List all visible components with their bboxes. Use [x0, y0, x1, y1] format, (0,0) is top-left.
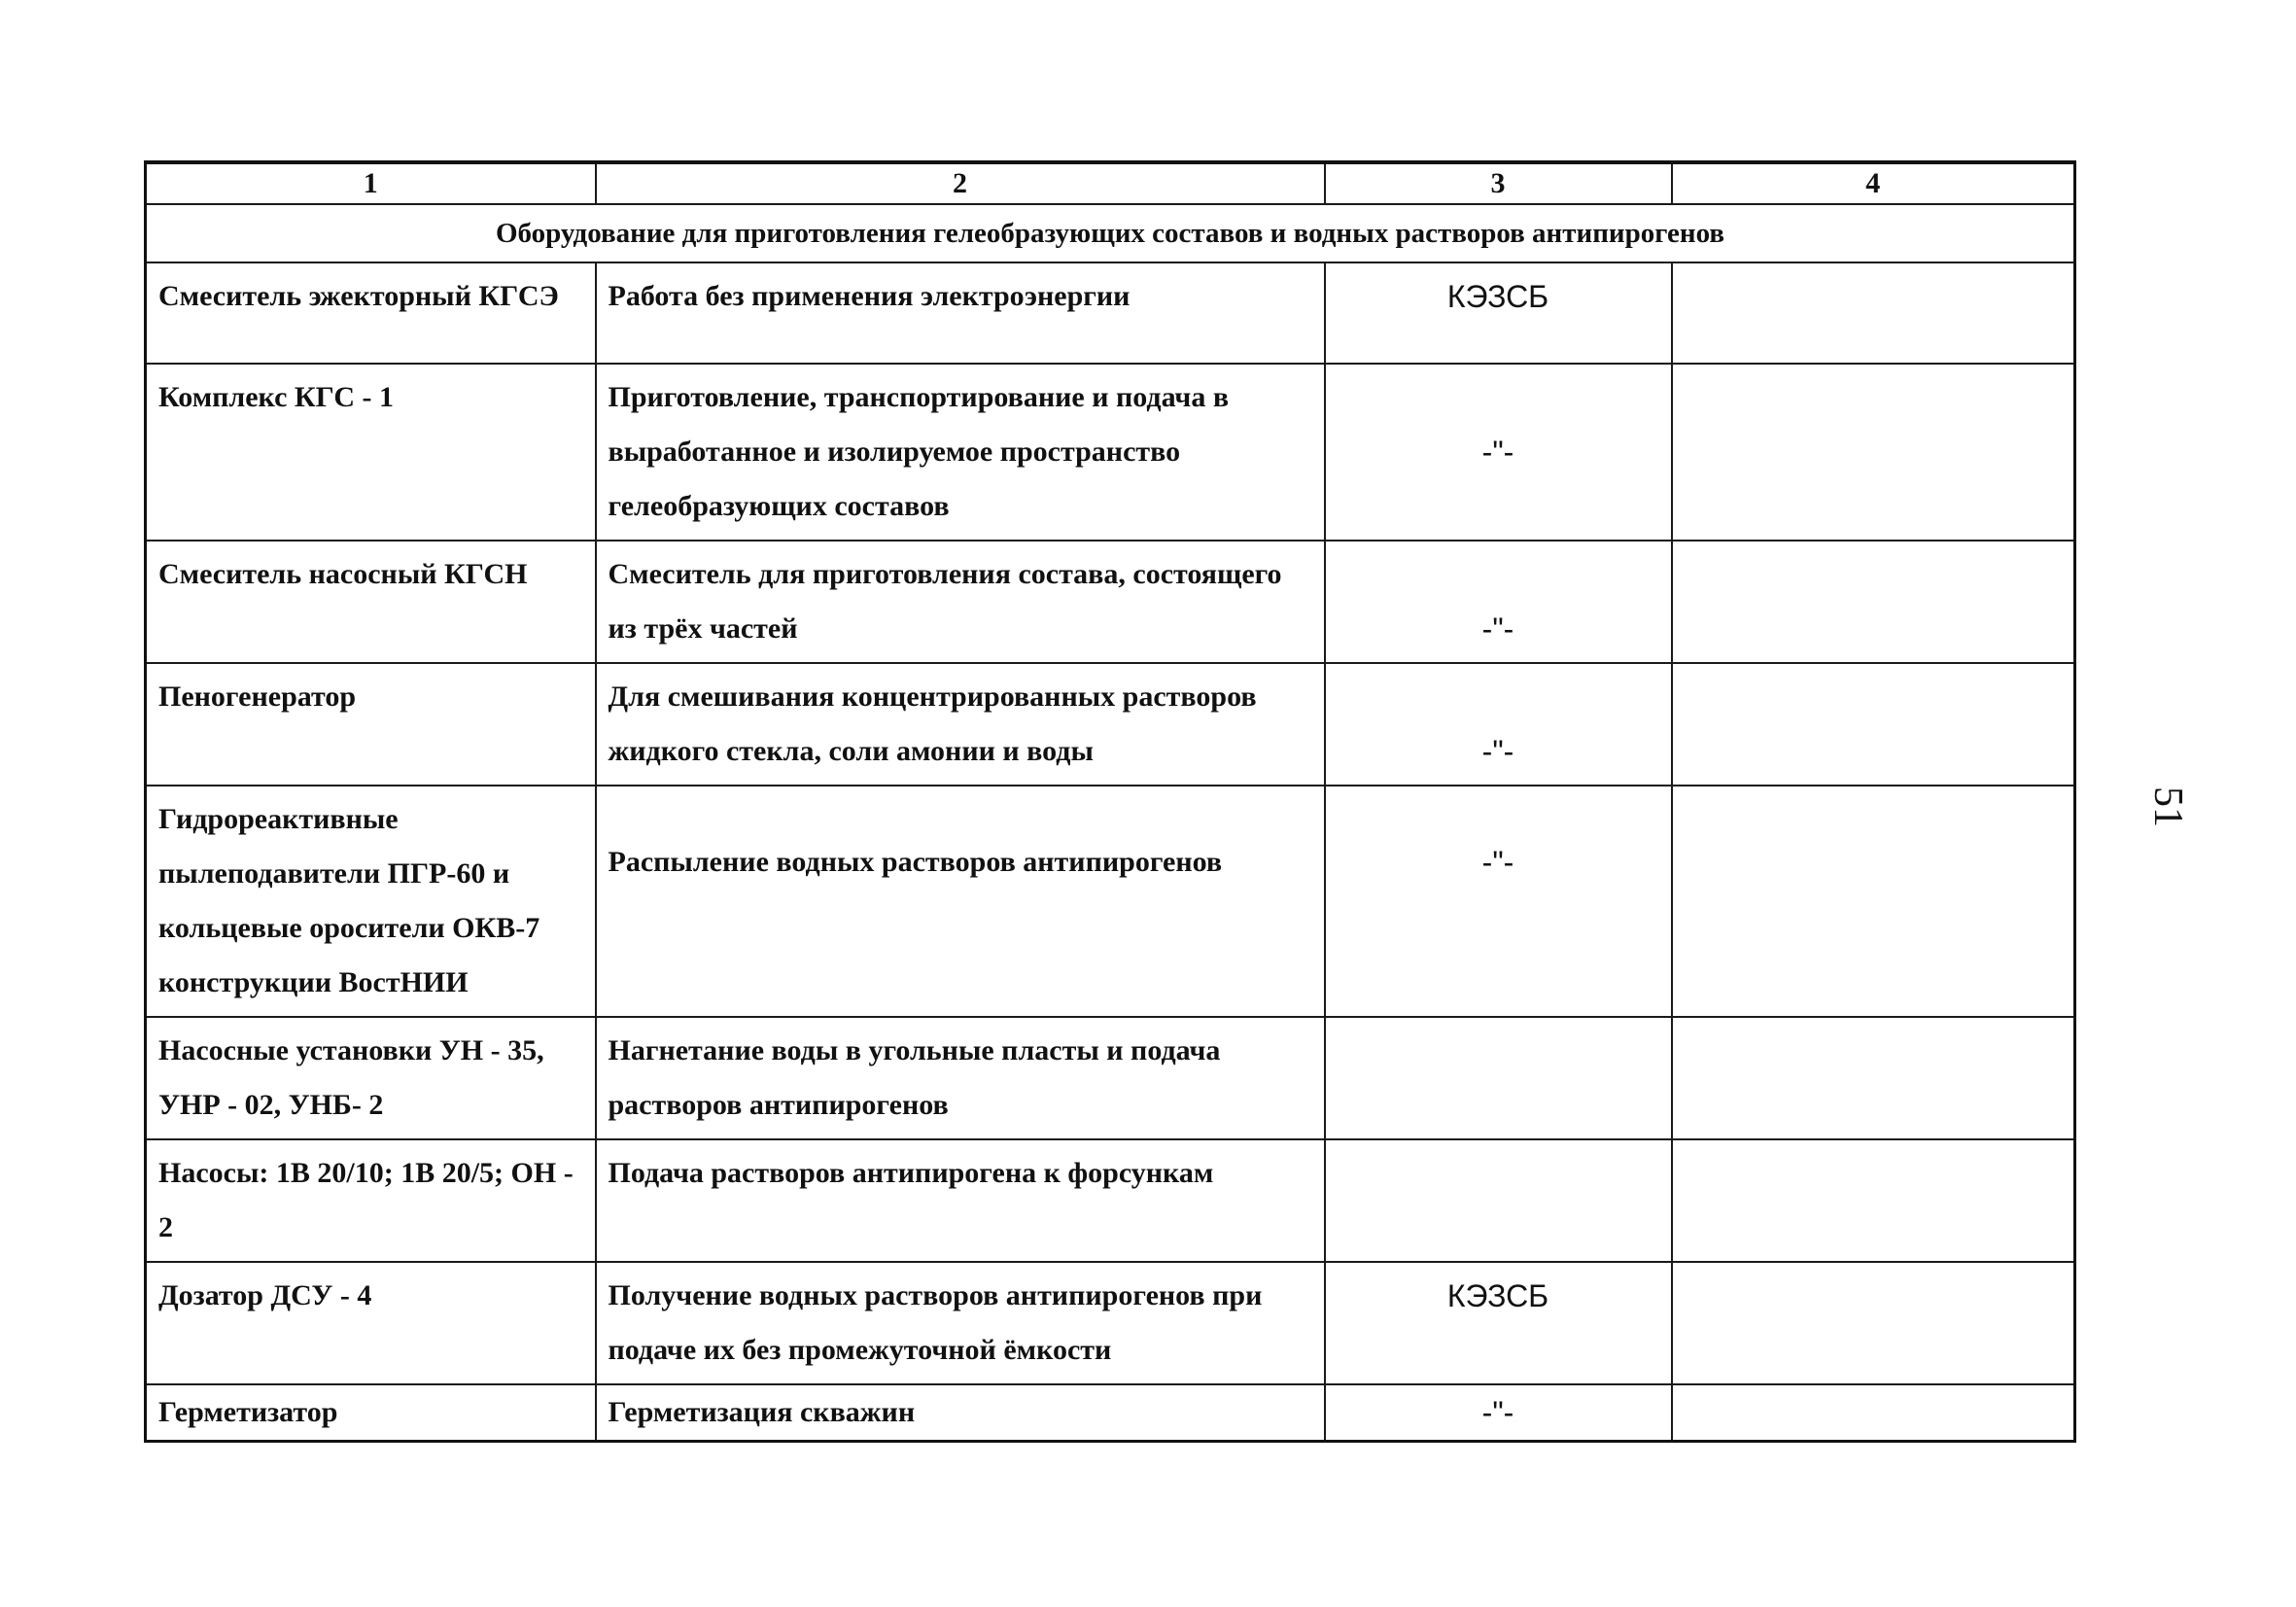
equipment-note [1672, 1384, 2075, 1442]
equipment-note [1672, 262, 2075, 364]
equipment-purpose: Распыление водных растворов антипирогенов [596, 786, 1325, 1017]
equipment-purpose: Смеситель для приготовления состава, состоящего из трёх частей [596, 541, 1325, 663]
table-row [146, 786, 2075, 1017]
table-row [146, 1139, 2075, 1262]
equipment-maker: -"- [1325, 541, 1672, 663]
equipment-maker: -"- [1325, 786, 1672, 1017]
table-row [146, 1262, 2075, 1384]
equipment-purpose: Получение водных растворов антипирогенов при подаче их без промежуточной ёмкости [596, 1262, 1325, 1384]
equipment-purpose: Работа без применения электроэнергии [596, 262, 1325, 364]
page-number: 51 [2145, 786, 2190, 827]
equipment-name: Насосные установки УН - 35, УНР - 02, УНБ- 2 [146, 1017, 596, 1139]
equipment-maker: -"- [1325, 364, 1672, 541]
equipment-maker: КЭЗСБ [1325, 1262, 1672, 1384]
header-col-3: 3 [1325, 162, 1672, 204]
section-title: Оборудование для приготовления гелеобразующих составов и водных растворов антипирогенов [146, 204, 2075, 262]
equipment-name: Гидрореактивные пылеподавители ПГР-60 и кольцевые оросители ОКВ-7 конструкции ВостНИИ [146, 786, 596, 1017]
table-row [146, 1384, 2075, 1442]
equipment-purpose: Подача растворов антипирогена к форсункам [596, 1139, 1325, 1262]
equipment-maker [1325, 1139, 1672, 1262]
equipment-purpose: Герметизация скважин [596, 1384, 1325, 1442]
table-row [146, 262, 2075, 364]
equipment-purpose: Для смешивания концентрированных растворов жидкого стекла, соли амонии и воды [596, 663, 1325, 786]
equipment-note [1672, 663, 2075, 786]
equipment-note [1672, 1139, 2075, 1262]
table-row [146, 663, 2075, 786]
equipment-name: Смеситель насосный КГСН [146, 541, 596, 663]
equipment-name: Насосы: 1В 20/10; 1В 20/5; ОН - 2 [146, 1139, 596, 1262]
table-row [146, 541, 2075, 663]
equipment-name: Герметизатор [146, 1384, 596, 1442]
equipment-note [1672, 1262, 2075, 1384]
header-col-2: 2 [596, 162, 1325, 204]
equipment-maker: КЭЗСБ [1325, 262, 1672, 364]
header-col-1: 1 [146, 162, 596, 204]
table-header-row [146, 162, 2075, 204]
equipment-name: Комплекс КГС - 1 [146, 364, 596, 541]
equipment-purpose: Нагнетание воды в угольные пласты и подача растворов антипирогенов [596, 1017, 1325, 1139]
equipment-maker: -"- [1325, 663, 1672, 786]
equipment-name: Пеногенератор [146, 663, 596, 786]
header-col-4: 4 [1672, 162, 2075, 204]
equipment-purpose: Приготовление, транспортирование и подача в выработанное и изолируемое пространство гелеобразующих составов [596, 364, 1325, 541]
equipment-maker [1325, 1017, 1672, 1139]
table-row [146, 364, 2075, 541]
equipment-name: Дозатор ДСУ - 4 [146, 1262, 596, 1384]
equipment-table [144, 160, 2076, 1443]
equipment-maker: -"- [1325, 1384, 1672, 1442]
equipment-note [1672, 786, 2075, 1017]
equipment-note [1672, 364, 2075, 541]
section-title-row [146, 204, 2075, 262]
equipment-note [1672, 1017, 2075, 1139]
document-sheet [144, 160, 2073, 1443]
table-row [146, 1017, 2075, 1139]
equipment-note [1672, 541, 2075, 663]
equipment-name: Смеситель эжекторный КГСЭ [146, 262, 596, 364]
